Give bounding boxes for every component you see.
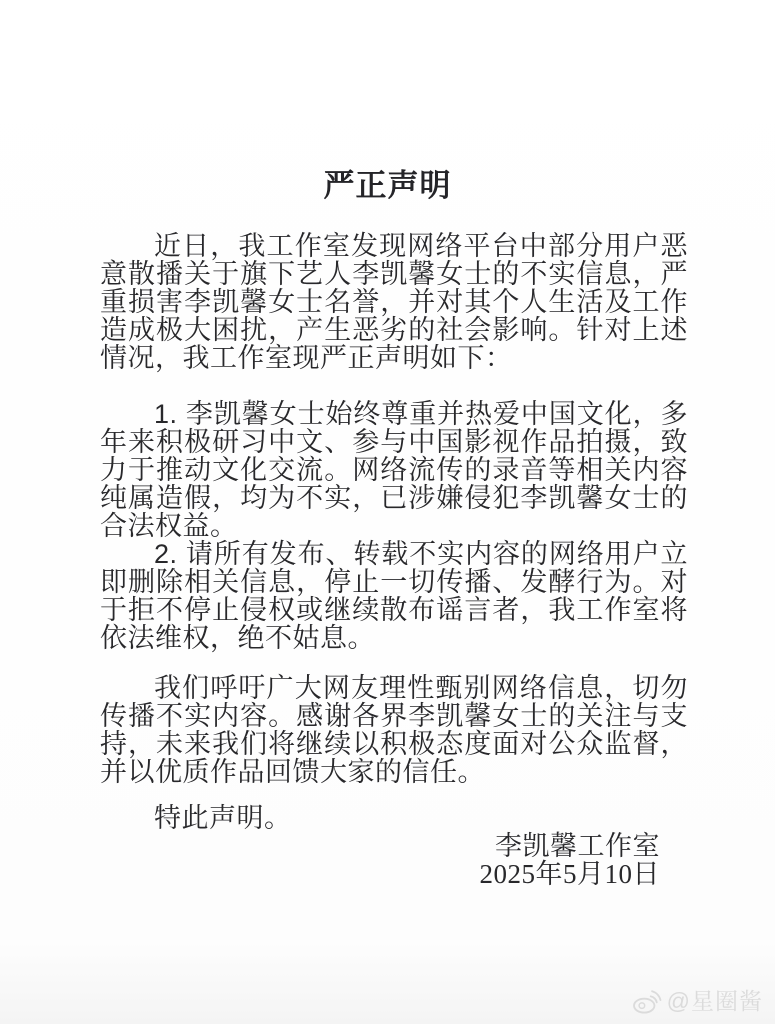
signature-studio-name: 李凯馨工作室 <box>495 831 660 861</box>
statement-closing-line: 特此声明。 <box>154 803 292 833</box>
watermark <box>632 988 763 1014</box>
statement-title: 严正声明 <box>323 168 452 203</box>
weibo-icon <box>632 988 662 1014</box>
watermark-handle: @星圈酱 <box>666 988 763 1014</box>
statement-body <box>100 232 688 889</box>
signature-date: 2025年5月10日 <box>479 859 660 889</box>
statement-appeal-paragraph: 我们呼吁广大网友理性甄别网络信息，切勿传播不实内容。感谢各界李凯馨女士的关注与支持，未来我们将继续以积极态度面对公众监督，并以优质作品回馈大家的信任。 <box>100 673 688 787</box>
statement-item-1: 1. 李凯馨女士始终尊重并热爱中国文化，多年来积极研习中文、参与中国影视作品拍摄，致力于推动文化交流。网络流传的录音等相关内容纯属造假，均为不实，已涉嫌侵犯李凯馨女士的合法权益。 <box>100 399 688 541</box>
signature-block <box>100 832 688 889</box>
statement-intro-paragraph: 近日，我工作室发现网络平台中部分用户恶意散播关于旗下艺人李凯馨女士的不实信息，严重损害李凯馨女士名誉，并对其个人生活及工作造成极大困扰，产生恶劣的社会影响。针对上述情况，我工作室现严正声明如下： <box>100 231 688 373</box>
statement-item-2: 2. 请所有发布、转载不实内容的网络用户立即删除相关信息，停止一切传播、发酵行为。对于拒不停止侵权或继续散布谣言者，我工作室将依法维权，绝不姑息。 <box>100 539 688 653</box>
